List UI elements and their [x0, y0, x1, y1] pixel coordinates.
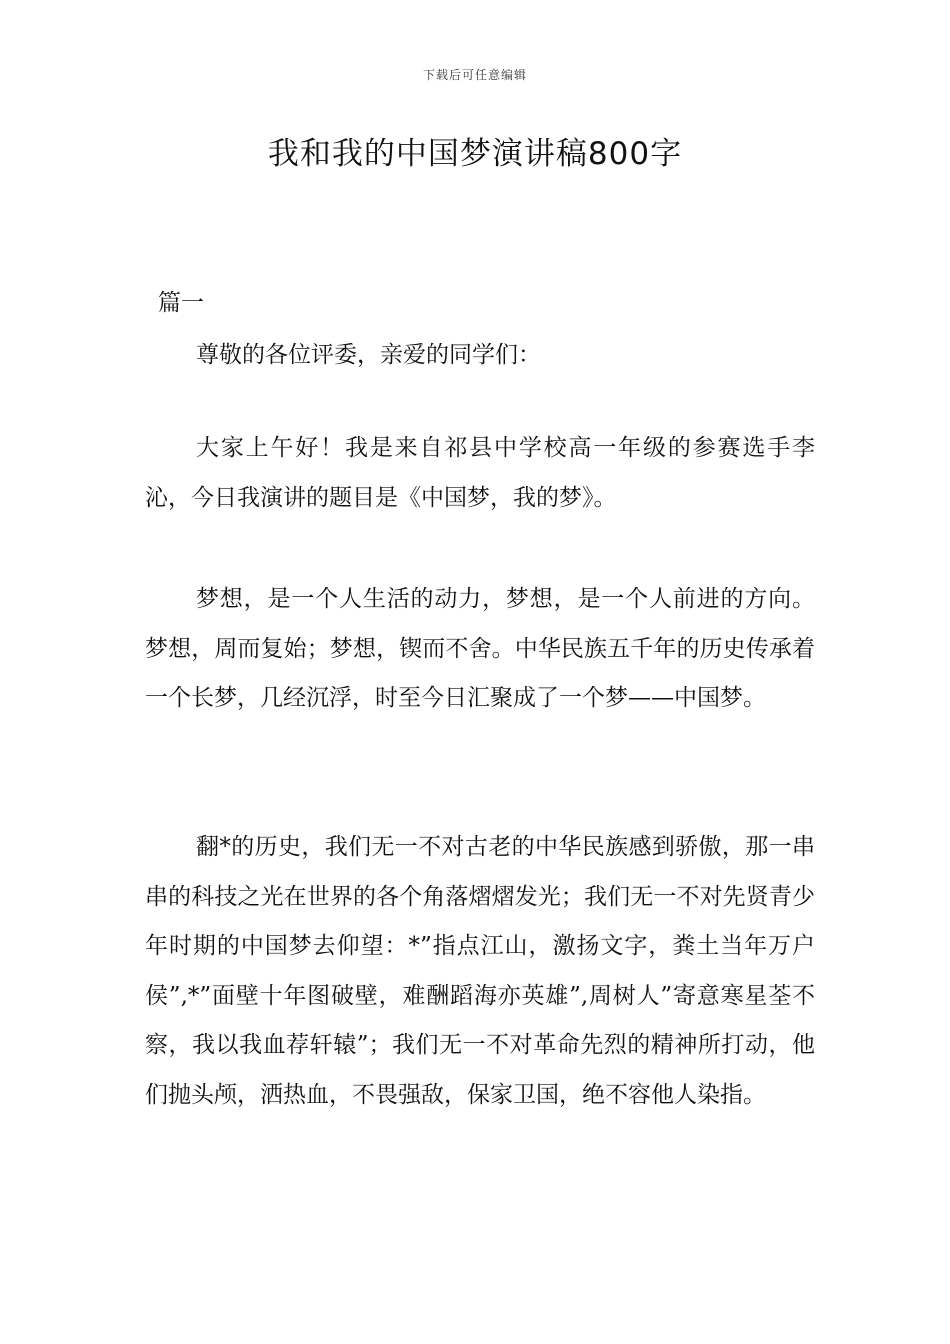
salutation: 尊敬的各位评委，亲爱的同学们：	[196, 342, 541, 368]
paragraph-3: 翻*的历史，我们无一不对古老的中华民族感到骄傲，那一串串的科技之光在世界的各个角落熠熠发光；我们无一不对先贤青少年时期的中国梦去仰望：*”指点江山，激扬文字，粪土当年万户侯”,*”面壁十年图破壁，难酬蹈海亦英雄”,周树人”寄意寒星荃不察，我以我血荐轩辕”；我们无一不对革命先烈的精神所打动，他们抛头颅，洒热血，不畏强敌，保家卫国，绝不容他人染指。	[145, 834, 815, 1108]
header-note: 下载后可任意编辑	[422, 68, 527, 82]
page-title: 我和我的中国梦演讲稿800字	[267, 136, 683, 172]
paragraph-1: 大家上午好！我是来自祁县中学校高一年级的参赛选手李沁，今日我演讲的题目是《中国梦，我的梦》。	[145, 435, 815, 511]
paragraph-2: 梦想，是一个人生活的动力，梦想，是一个人前进的方向。梦想，周而复始；梦想，锲而不舍。中华民族五千年的历史传承着一个长梦，几经沉浮，时至今日汇聚成了一个梦——中国梦。	[145, 586, 815, 711]
section-label: 篇一	[158, 290, 204, 316]
